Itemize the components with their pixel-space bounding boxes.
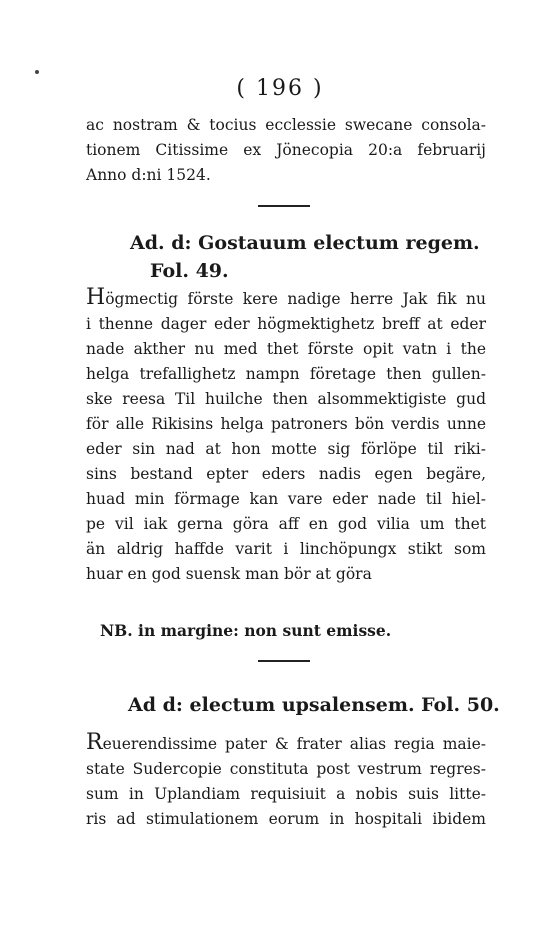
- section-folio: Fol. 49.: [150, 260, 229, 282]
- text-line: nade akther nu med thet förste opit vatn i the: [86, 340, 486, 358]
- text-line: än aldrig haffde varit i linchöpungx stikt som: [86, 540, 486, 558]
- text-line: pe vil iak gerna göra aff en god vilia um thet: [86, 515, 486, 533]
- text-line: [86, 732, 486, 757]
- page-number: ( 196 ): [236, 76, 324, 101]
- opening-paragraph: [86, 113, 486, 188]
- initial-letter: R: [86, 730, 103, 755]
- text-line: state Sudercopie constituta post vestrum regres-: [86, 760, 486, 778]
- first-line-text: euerendissime pater & frater alias regia maie-: [102, 735, 486, 753]
- text-line: sins bestand epter eders nadis egen begäre,: [86, 465, 486, 483]
- text-line: huad min förmage kan vare eder nade til hiel-: [86, 490, 486, 508]
- text-line: i thenne dager eder högmektighetz breff at eder: [86, 315, 486, 333]
- text-line: ac nostram & tocius ecclessie swecane consola-: [86, 116, 486, 134]
- text-line: eder sin nad at hon motte sig förlöpe til riki-: [86, 440, 486, 458]
- text-line: sum in Uplandiam requisiuit a nobis suis litte-: [86, 785, 486, 803]
- text-line: Anno d:ni 1524.: [86, 166, 211, 184]
- text-line: för alle Rikisins helga patroners bön verdis unne: [86, 415, 486, 433]
- margin-dot: [35, 70, 39, 74]
- text-line: ris ad stimulationem eorum in hospitali ibidem: [86, 810, 486, 828]
- section-divider: [258, 205, 310, 207]
- first-line-text: ögmectig förste kere nadige herre Jak fik nu: [105, 290, 486, 308]
- margin-note: NB. in margine: non sunt emisse.: [100, 621, 392, 640]
- text-line: helga trefallighetz nampn företage then gullen-: [86, 365, 486, 383]
- letter-body: [86, 287, 486, 587]
- text-line: ske reesa Til huilche then alsommektigiste gud: [86, 390, 486, 408]
- text-line: huar en god suensk man bör at göra: [86, 565, 372, 583]
- section-heading: Ad d: electum upsalensem. Fol. 50.: [128, 694, 500, 716]
- initial-letter: H: [86, 285, 106, 310]
- section-heading: Ad. d: Gostauum electum regem.: [130, 232, 480, 254]
- section-divider: [258, 660, 310, 662]
- text-line: tionem Citissime ex Jönecopia 20:a februarij: [86, 141, 486, 159]
- letter-body: [86, 732, 486, 832]
- text-line: [86, 287, 486, 312]
